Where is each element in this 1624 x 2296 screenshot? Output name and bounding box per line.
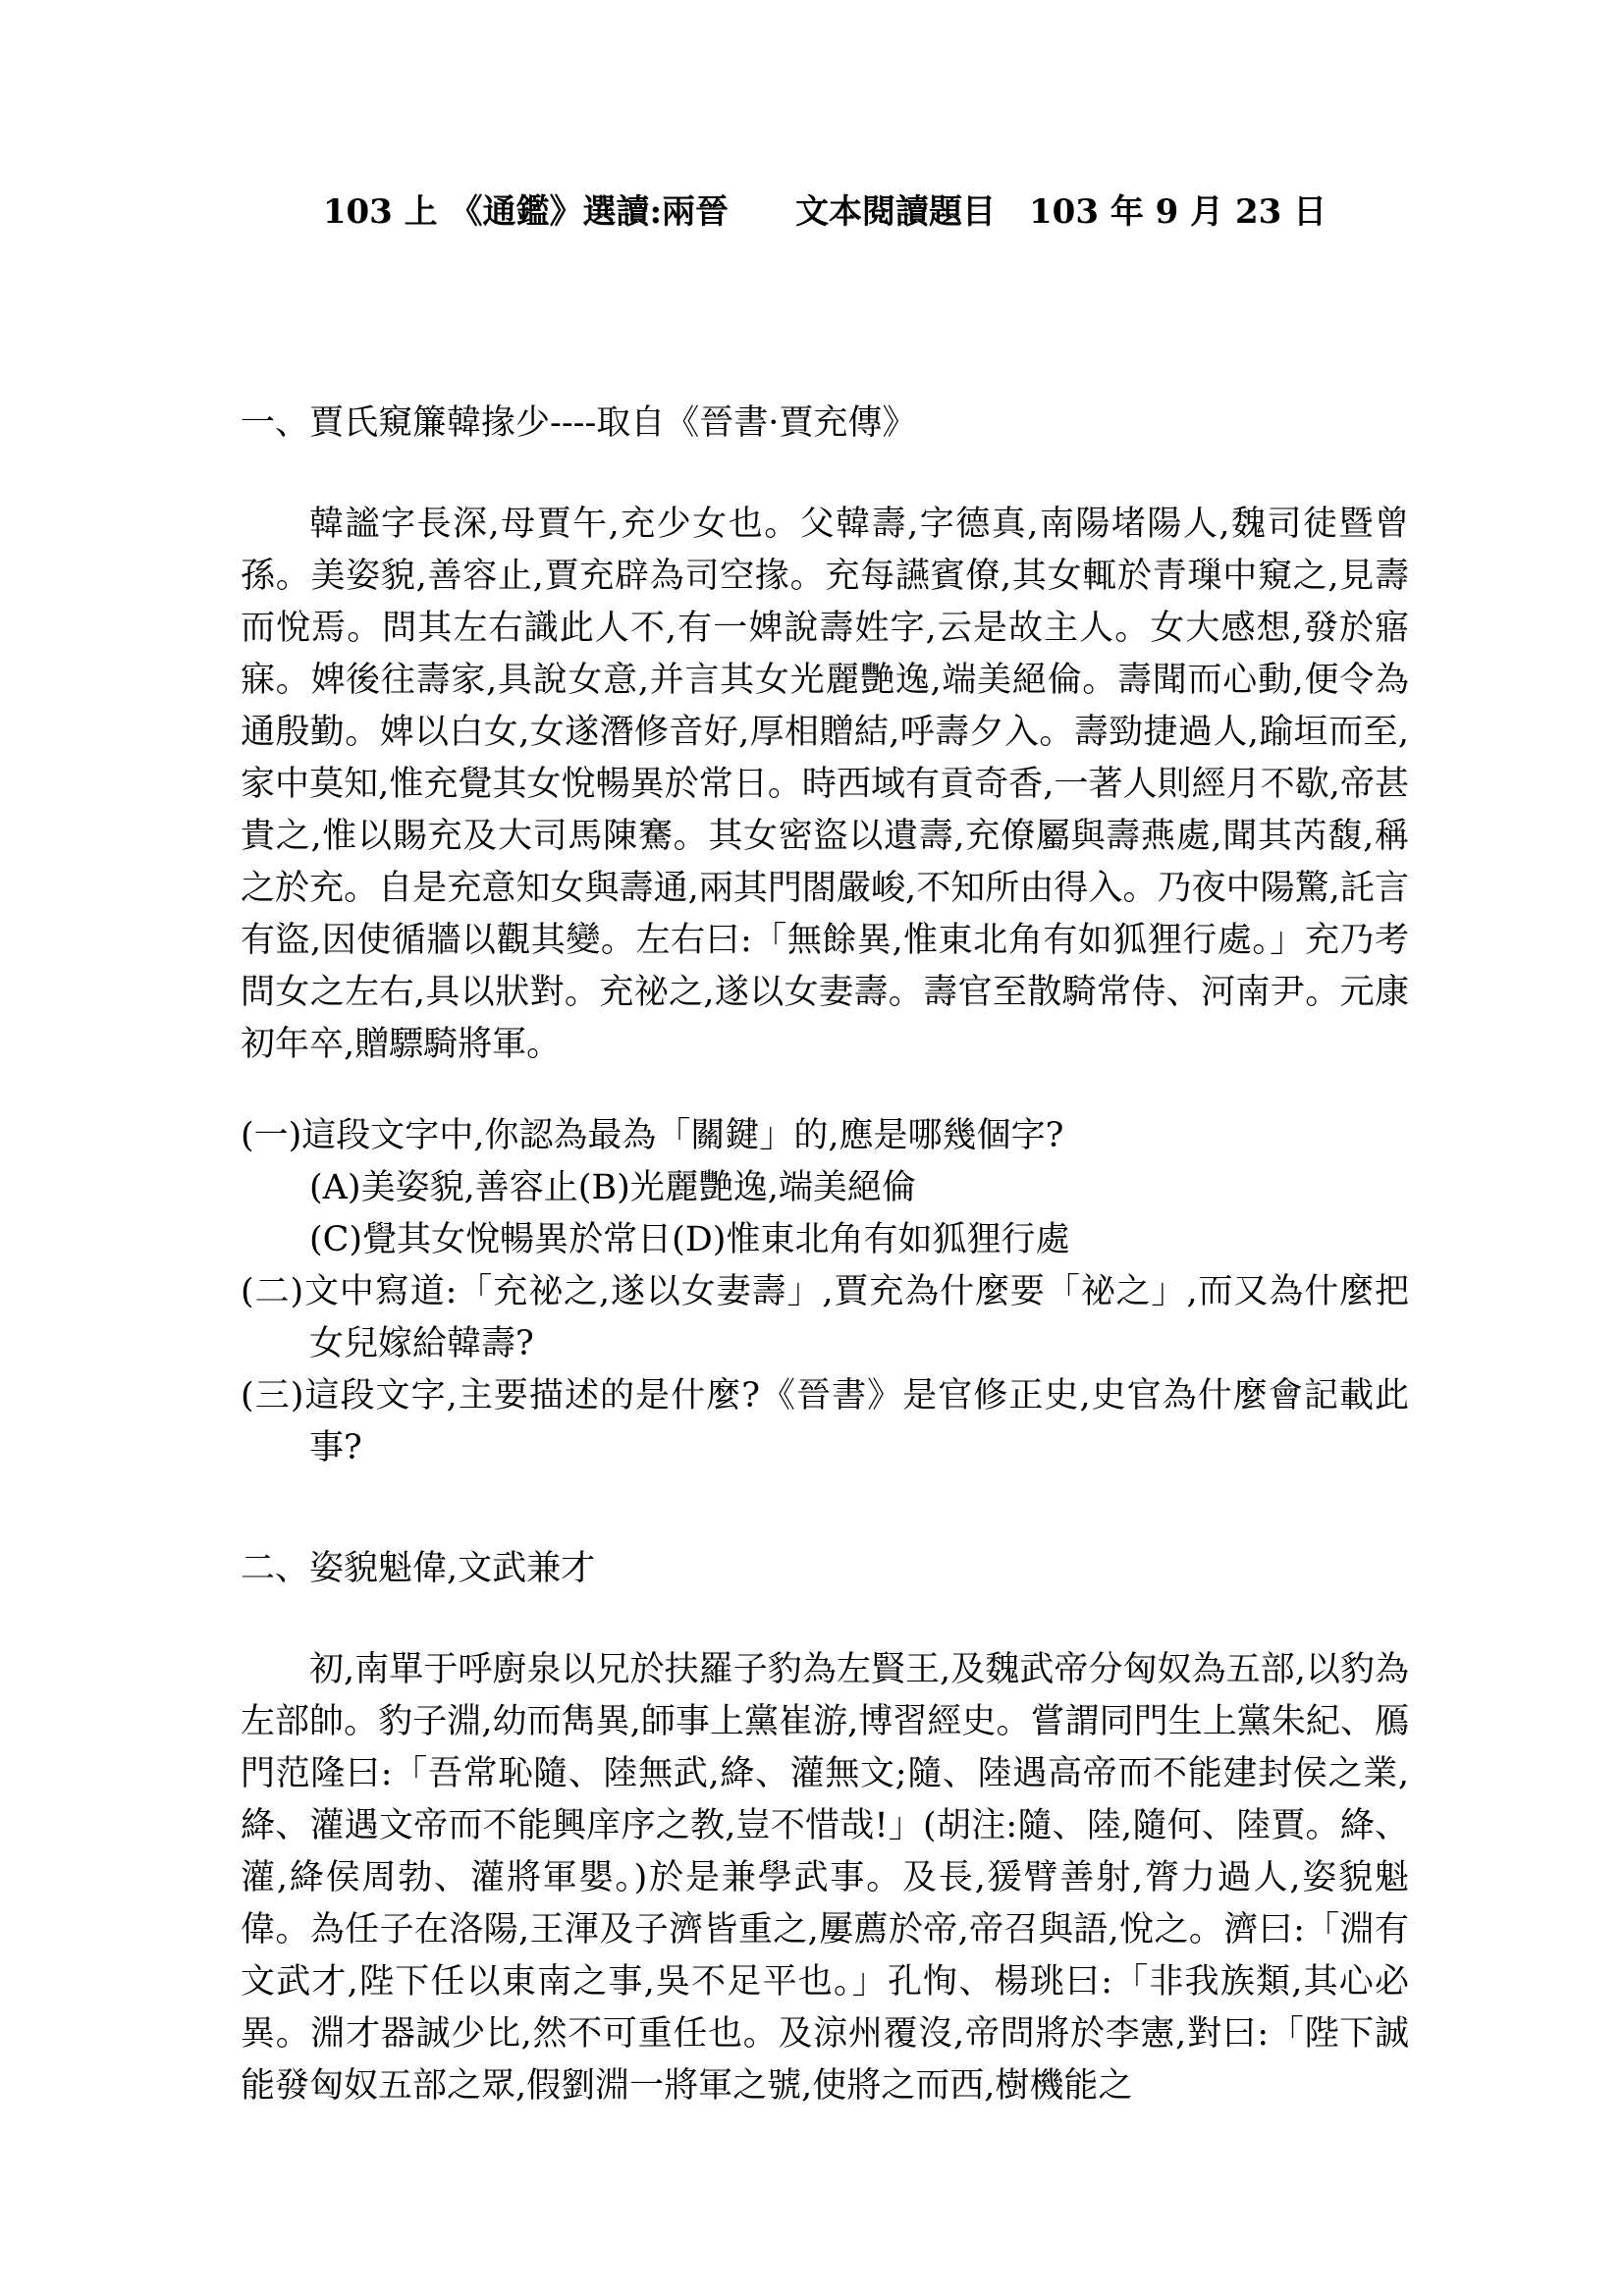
document-title: 103 上 《通鑑》選讀:兩晉 文本閱讀題目 103 年 9 月 23 日 [322,192,1327,232]
question-1-options-cd: (C)覺其女悅暢異於常日(D)惟東北角有如狐狸行處 [309,1220,1070,1259]
section-2-heading: 二、姿貌魁偉,文武兼才 [241,1549,596,1588]
section-2 [241,1543,1409,2112]
section-2-passage: 初,南單于呼廚泉以兄於扶羅子豹為左賢王,及魏武帝分匈奴為五部,以豹為左部帥。豹子淵,幼而雋異,師事上黨崔游,博習經史。嘗謂同門生上黨朱紀、鴈門范隆曰:「吾常恥隨、陸無武,絳、灌無文;隨、陸遇高帝而不能建封侯之業,絳、灌遇文帝而不能興庠序之教,豈不惜哉!」(胡注:隨、陸,隨何、陸賈。絳、灌,絳侯周勃、灌將軍嬰。)於是兼學武事。及長,猨臂善射,膂力過人,姿貌魁偉。為任子在洛陽,王渾及子濟皆重之,屢薦於帝,帝召與語,悅之。濟曰:「淵有文武才,陛下任以東南之事,吳不足平也。」孔恂、楊珧曰:「非我族類,其心必異。淵才器誠少比,然不可重任也。及涼州覆沒,帝問將於李憲,對曰:「陛下誠能發匈奴五部之眾,假劉淵一將軍之號,使將之而西,樹機能之 [241,1650,1409,2106]
section-1 [241,398,1409,1474]
section-1-passage: 韓謐字長深,母賈午,充少女也。父韓壽,字德真,南陽堵陽人,魏司徒暨曾孫。美姿貌,善容止,賈充辟為司空掾。充每讌賓僚,其女輒於青璅中窺之,見壽而悅焉。問其左右識此人不,有一婢說壽姓字,云是故主人。女大感想,發於寤寐。婢後往壽家,具說女意,并言其女光麗艷逸,端美絕倫。壽聞而心動,便令為通殷勤。婢以白女,女遂潛修音好,厚相贈結,呼壽夕入。壽勁捷過人,踰垣而至,家中莫知,惟充覺其女悅暢異於常日。時西域有貢奇香,一著人則經月不歇,帝甚貴之,惟以賜充及大司馬陳騫。其女密盜以遺壽,充僚屬與壽燕處,聞其芮馥,稱之於充。自是充意知女與壽通,兩其門閤嚴峻,不知所由得入。乃夜中陽驚,託言有盜,因使循牆以觀其變。左右曰:「無餘異,惟東北角有如狐狸行處。」充乃考問女之左右,具以狀對。充祕之,遂以女妻壽。壽官至散騎常侍、河南尹。元康初年卒,贈驃騎將軍。 [241,505,1409,1064]
question-2: (二)文中寫道:「充祕之,遂以女妻壽」,賈充為什麼要「祕之」,而又為什麼把女兒嫁給韓壽? [241,1272,1409,1363]
question-3: (三)這段文字,主要描述的是什麼?《晉書》是官修正史,史官為什麼會記載此事? [241,1376,1409,1468]
question-1-options-ab: (A)美姿貌,善容止(B)光麗艷逸,端美絕倫 [309,1168,916,1207]
question-1: (一)這段文字中,你認為最為「關鍵」的,應是哪幾個字? [241,1116,1064,1155]
section-1-heading: 一、賈氏窺簾韓掾少----取自《晉書·賈充傳》 [241,403,917,443]
section-1-questions [241,1110,1409,1474]
